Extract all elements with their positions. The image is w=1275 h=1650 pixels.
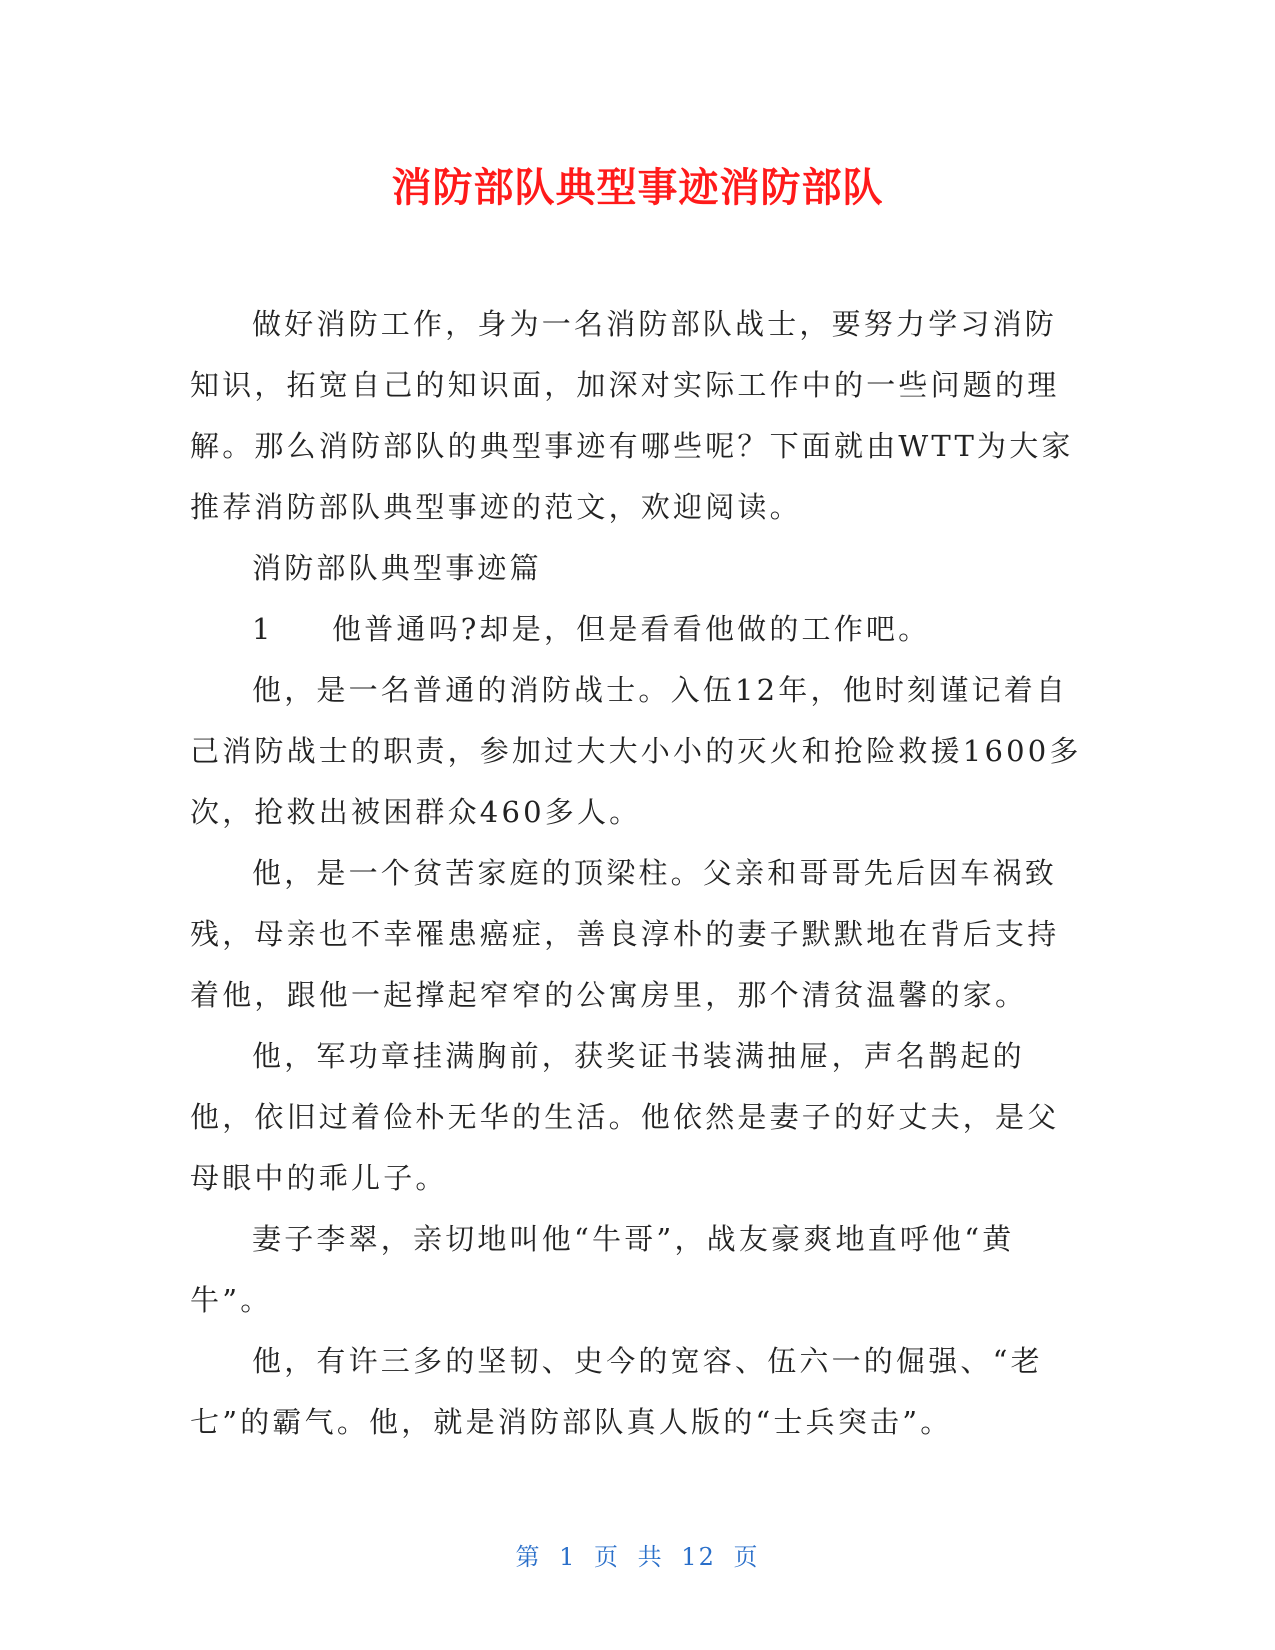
section-item-number: 1 bbox=[252, 612, 274, 646]
body-paragraph: 他，有许三多的坚韧、史今的宽容、伍六一的倔强、“老七”的霸气。他，就是消防部队真人版的“士兵突击”。 bbox=[190, 1344, 1043, 1439]
section-item-text: 他普通吗?却是，但是看看他做的工作吧。 bbox=[332, 612, 931, 646]
page-number-footer: 第 1 页 共 12 页 bbox=[515, 1543, 760, 1571]
body-paragraph: 他，是一个贫苦家庭的顶梁柱。父亲和哥哥先后因车祸致残，母亲也不幸罹患癌症，善良淳朴的妻子默默地在背后支持着他，跟他一起撑起窄窄的公寓房里，那个清贫温馨的家。 bbox=[190, 856, 1060, 1012]
body-paragraph: 他，军功章挂满胸前，获奖证书装满抽屉，声名鹊起的他，依旧过着俭朴无华的生活。他依然是妻子的好丈夫，是父母眼中的乖儿子。 bbox=[190, 1039, 1060, 1195]
intro-paragraph: 做好消防工作，身为一名消防部队战士，要努力学习消防知识，拓宽自己的知识面，加深对实际工作中的一些问题的理解。那么消防部队的典型事迹有哪些呢？下面就由WTT为大家推荐消防部队典型事迹的范文，欢迎阅读。 bbox=[190, 307, 1074, 524]
body-paragraph: 他，是一名普通的消防战士。入伍12年，他时刻谨记着自己消防战士的职责，参加过大大小小的灭火和抢险救援1600多次，抢救出被困群众460多人。 bbox=[190, 673, 1082, 829]
section-heading: 消防部队典型事迹篇 bbox=[252, 551, 542, 585]
body-paragraph: 妻子李翠，亲切地叫他“牛哥”，战友豪爽地直呼他“黄牛”。 bbox=[190, 1222, 1015, 1317]
section-item bbox=[190, 599, 1085, 660]
document-body bbox=[190, 294, 1085, 1453]
document-title: 消防部队典型事迹消防部队 bbox=[391, 165, 884, 211]
